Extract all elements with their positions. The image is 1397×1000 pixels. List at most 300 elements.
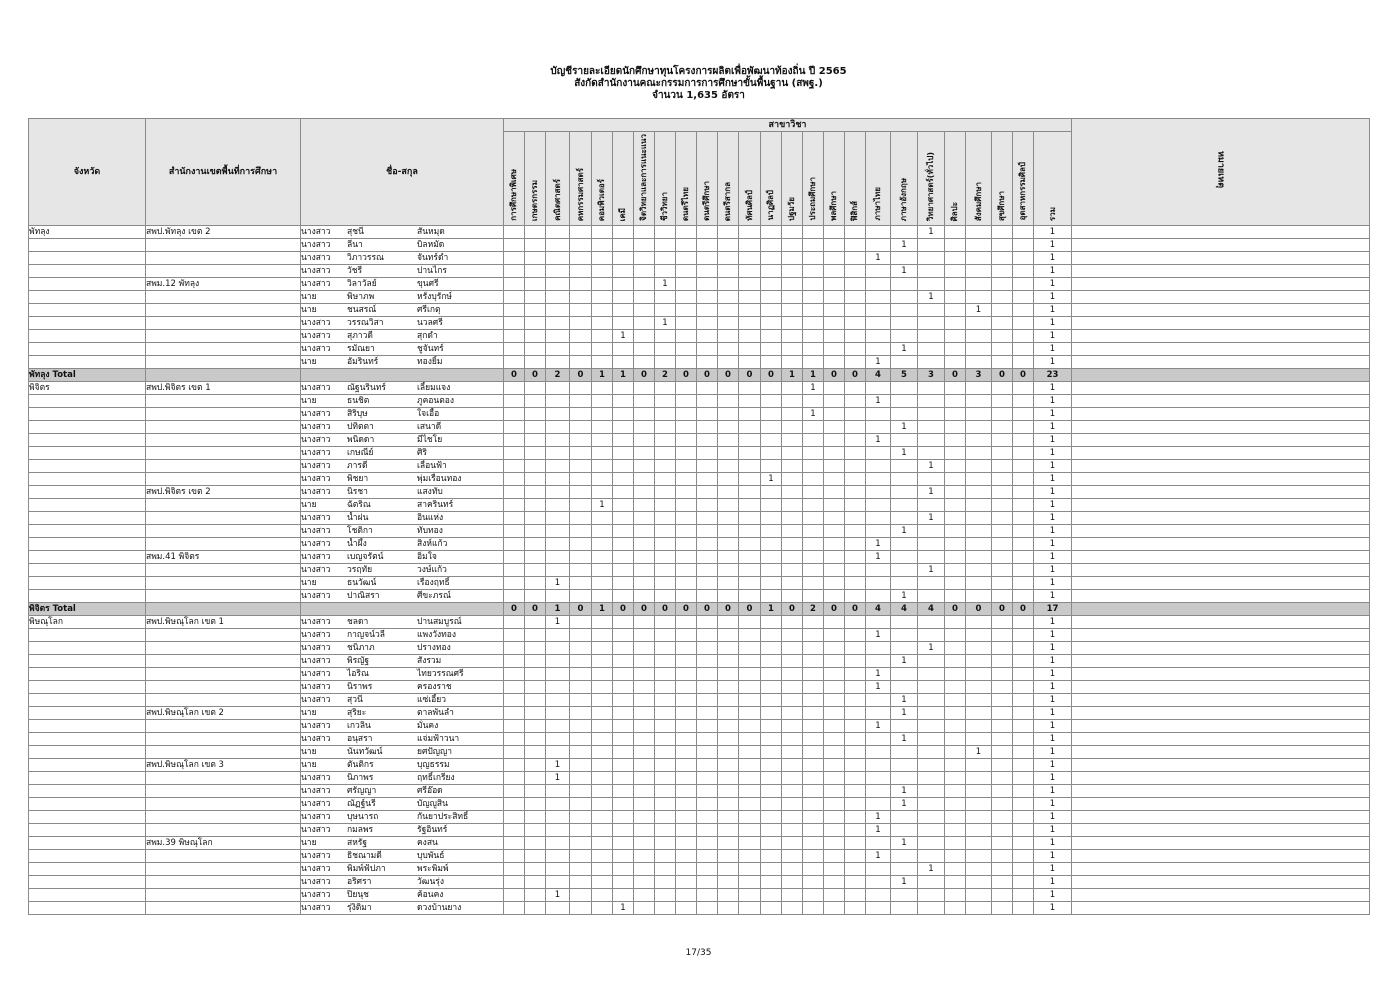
subject-count-cell [845, 706, 866, 719]
subject-count-cell [676, 576, 697, 589]
subject-count-cell: 1 [918, 862, 945, 875]
subject-count-cell [918, 342, 945, 355]
table-row [29, 329, 1370, 342]
subject-count-cell [782, 706, 803, 719]
subject-count-cell [739, 355, 761, 368]
subject-count-cell [761, 303, 782, 316]
subject-count-cell [1013, 797, 1034, 810]
row-total-cell: 1 [1034, 498, 1072, 511]
subject-count-cell [525, 862, 546, 875]
subject-count-cell [676, 251, 697, 264]
subject-count-cell [803, 316, 824, 329]
name-cell [301, 550, 504, 563]
subject-count-cell [918, 615, 945, 628]
remarks-cell [1072, 498, 1370, 511]
subject-count-cell [592, 251, 613, 264]
table-row [29, 732, 1370, 745]
row-total-cell: 1 [1034, 550, 1072, 563]
full-name [301, 499, 503, 511]
subject-count-cell [676, 758, 697, 771]
subject-count-cell [992, 615, 1013, 628]
remarks-cell [1072, 550, 1370, 563]
subject-count-cell [761, 784, 782, 797]
first-name: อริศรา [347, 876, 372, 887]
subject-count-cell [782, 394, 803, 407]
header-subject-label: ดนตรีศึกษา [702, 181, 711, 221]
subject-count-cell [718, 550, 739, 563]
subject-count-cell: 1 [918, 641, 945, 654]
subject-count-cell [945, 524, 966, 537]
subject-count-cell [824, 706, 845, 719]
subject-count-cell [676, 524, 697, 537]
subject-count-cell [570, 667, 592, 680]
office-cell [146, 628, 301, 641]
subject-count-cell [592, 420, 613, 433]
subject-count-cell [634, 888, 655, 901]
subtotal-label: พัทลุง Total [29, 368, 146, 381]
subject-count-cell [761, 823, 782, 836]
subject-count-cell [697, 563, 718, 576]
subject-count-cell [782, 745, 803, 758]
subject-count-cell [945, 537, 966, 550]
subject-count-cell [782, 277, 803, 290]
name-cell [301, 498, 504, 511]
subject-count-cell: 1 [655, 277, 676, 290]
first-name: ชนสรณ์ [347, 304, 377, 315]
subtotal-count-cell: 0 [945, 368, 966, 381]
table-row [29, 693, 1370, 706]
subject-count-cell [824, 875, 845, 888]
subject-count-cell [546, 849, 570, 862]
remarks-cell [1072, 329, 1370, 342]
subject-count-cell [945, 862, 966, 875]
subject-count-cell [613, 238, 634, 251]
subject-count-cell [945, 459, 966, 472]
subject-count-cell [845, 225, 866, 238]
subject-count-cell [761, 628, 782, 641]
subject-count-cell [845, 589, 866, 602]
province-cell [29, 771, 146, 784]
row-total-cell: 1 [1034, 251, 1072, 264]
subject-count-cell [992, 745, 1013, 758]
subject-count-cell [945, 485, 966, 498]
subject-count-cell [634, 810, 655, 823]
province-cell [29, 901, 146, 914]
subject-count-cell [613, 745, 634, 758]
subject-count-cell [525, 693, 546, 706]
subject-count-cell [504, 849, 525, 862]
subject-count-cell [525, 680, 546, 693]
subject-count-cell [782, 381, 803, 394]
subject-count-cell [992, 732, 1013, 745]
subject-count-cell [945, 641, 966, 654]
header-subject [697, 132, 718, 226]
subject-count-cell [676, 745, 697, 758]
header-subject [891, 132, 918, 226]
subject-count-cell [504, 641, 525, 654]
subject-count-cell [676, 654, 697, 667]
last-name: ไทยวรรณศรี [417, 668, 464, 679]
office-cell [146, 433, 301, 446]
subject-count-cell [739, 433, 761, 446]
subject-count-cell [655, 251, 676, 264]
subject-count-cell [824, 628, 845, 641]
subject-count-cell [718, 745, 739, 758]
name-prefix: นางสาว [301, 642, 331, 653]
full-name [301, 330, 503, 342]
subject-count-cell [525, 888, 546, 901]
subject-count-cell [634, 875, 655, 888]
province-cell [29, 706, 146, 719]
subject-count-cell [504, 732, 525, 745]
subtotal-label: พิจิตร Total [29, 602, 146, 615]
subject-count-cell [966, 316, 992, 329]
province-cell [29, 290, 146, 303]
subject-count-cell [525, 745, 546, 758]
subject-count-cell [504, 446, 525, 459]
subject-count-cell: 1 [891, 446, 918, 459]
name-cell [301, 290, 504, 303]
last-name: ดวงบ้านยาง [417, 902, 462, 913]
subject-count-cell [504, 576, 525, 589]
subject-count-cell: 1 [891, 342, 918, 355]
subject-count-cell [761, 485, 782, 498]
subject-count-cell [845, 667, 866, 680]
province-cell [29, 719, 146, 732]
subject-count-cell [525, 433, 546, 446]
subject-count-cell [824, 797, 845, 810]
subject-count-cell: 1 [918, 290, 945, 303]
subject-count-cell [546, 680, 570, 693]
subject-count-cell [546, 472, 570, 485]
subject-count-cell [592, 277, 613, 290]
subject-count-cell [546, 524, 570, 537]
subject-count-cell [697, 615, 718, 628]
office-cell: สพม.41 พิจิตร [146, 550, 301, 563]
subject-count-cell [592, 771, 613, 784]
subject-count-cell [866, 836, 891, 849]
subject-count-cell [992, 225, 1013, 238]
office-cell [146, 862, 301, 875]
last-name: สุกดำ [417, 330, 438, 341]
subject-count-cell [824, 498, 845, 511]
office-cell [146, 810, 301, 823]
header-subject [866, 132, 891, 226]
name-prefix: นาย [301, 291, 317, 302]
subject-count-cell [739, 888, 761, 901]
subject-count-cell [655, 290, 676, 303]
subject-count-cell [592, 849, 613, 862]
row-total-cell: 1 [1034, 680, 1072, 693]
subject-count-cell [592, 407, 613, 420]
last-name: แพงวังทอง [417, 629, 457, 640]
remarks-cell [1072, 875, 1370, 888]
subject-count-cell [504, 524, 525, 537]
subject-count-cell [761, 446, 782, 459]
subject-count-cell [803, 875, 824, 888]
name-cell [301, 615, 504, 628]
subject-count-cell [918, 316, 945, 329]
subject-count-cell [655, 745, 676, 758]
header-subject [782, 132, 803, 226]
subject-count-cell [992, 693, 1013, 706]
name-cell [301, 264, 504, 277]
subject-count-cell [525, 563, 546, 576]
subject-count-cell [592, 732, 613, 745]
subject-count-cell [966, 797, 992, 810]
subject-count-cell [782, 264, 803, 277]
header-subject-label: เคมี [618, 207, 627, 221]
subject-count-cell [945, 381, 966, 394]
subject-count-cell [966, 472, 992, 485]
subject-count-cell [845, 511, 866, 524]
last-name: สังรวม [417, 655, 442, 666]
subject-count-cell [992, 238, 1013, 251]
subject-count-cell [676, 394, 697, 407]
full-name [301, 278, 503, 290]
subject-count-cell [570, 719, 592, 732]
row-total-cell: 1 [1034, 641, 1072, 654]
subject-count-cell [592, 537, 613, 550]
subject-count-cell [718, 238, 739, 251]
office-cell [146, 355, 301, 368]
subject-count-cell [613, 277, 634, 290]
subject-count-cell [525, 654, 546, 667]
subject-count-cell [718, 498, 739, 511]
subject-count-cell [592, 693, 613, 706]
subject-count-cell [739, 719, 761, 732]
last-name: แสงทับ [417, 486, 443, 497]
subject-count-cell [782, 693, 803, 706]
name-cell [301, 407, 504, 420]
subject-count-cell [866, 225, 891, 238]
subject-count-cell [570, 901, 592, 914]
table-row [29, 524, 1370, 537]
subject-count-cell: 1 [546, 888, 570, 901]
name-cell [301, 888, 504, 901]
subject-count-cell [1013, 407, 1034, 420]
name-prefix: นางสาว [301, 590, 331, 601]
last-name: รัฐอินทร์ [417, 824, 448, 835]
table-row [29, 563, 1370, 576]
subject-count-cell [570, 589, 592, 602]
subject-count-cell [592, 264, 613, 277]
subject-count-cell [803, 823, 824, 836]
subtotal-count-cell: 0 [945, 602, 966, 615]
subject-count-cell [676, 355, 697, 368]
subject-count-cell [918, 706, 945, 719]
name-cell [301, 680, 504, 693]
remarks-cell [1072, 524, 1370, 537]
last-name: ครองราช [417, 681, 452, 692]
subject-count-cell [966, 901, 992, 914]
subject-count-cell [918, 836, 945, 849]
subject-count-cell [613, 264, 634, 277]
table-row [29, 446, 1370, 459]
last-name: คงสน [417, 837, 438, 848]
header-subject [739, 132, 761, 226]
subject-count-cell [525, 472, 546, 485]
subject-count-cell [782, 615, 803, 628]
subject-count-cell [803, 420, 824, 433]
first-name: สุริยะ [347, 707, 367, 718]
subtotal-row [29, 602, 1370, 615]
subject-count-cell [824, 446, 845, 459]
subject-count-cell [782, 628, 803, 641]
province-cell [29, 628, 146, 641]
subject-count-cell [697, 576, 718, 589]
subject-count-cell [824, 888, 845, 901]
subject-count-cell [891, 901, 918, 914]
name-cell [301, 459, 504, 472]
name-cell [301, 849, 504, 862]
first-name: พิชยา [347, 473, 369, 484]
subject-count-cell [945, 706, 966, 719]
subject-count-cell [504, 862, 525, 875]
subject-count-cell [504, 901, 525, 914]
first-name: ตันติกร [347, 759, 374, 770]
subject-count-cell [918, 381, 945, 394]
last-name: มั่นคง [417, 720, 439, 731]
subject-count-cell: 1 [866, 355, 891, 368]
subject-count-cell [613, 251, 634, 264]
subject-count-cell [782, 589, 803, 602]
subject-count-cell [655, 862, 676, 875]
subject-count-cell [525, 836, 546, 849]
subject-count-cell [697, 745, 718, 758]
name-prefix: นางสาว [301, 473, 331, 484]
subject-count-cell [891, 394, 918, 407]
name-prefix: นางสาว [301, 811, 331, 822]
subtotal-count-cell: 1 [592, 602, 613, 615]
subject-count-cell [803, 524, 824, 537]
first-name: วัชรี [347, 265, 363, 276]
subject-count-cell [634, 654, 655, 667]
subject-count-cell [592, 576, 613, 589]
subject-count-cell [966, 693, 992, 706]
first-name: นิรชา [347, 486, 368, 497]
subject-count-cell [966, 524, 992, 537]
subject-count-cell [803, 498, 824, 511]
subject-count-cell [613, 355, 634, 368]
last-name: บัญญูสิน [417, 798, 448, 809]
header-subject [845, 132, 866, 226]
subject-count-cell [918, 355, 945, 368]
subject-count-cell [945, 303, 966, 316]
full-name [301, 460, 503, 472]
subject-count-cell [655, 758, 676, 771]
subject-count-cell [697, 303, 718, 316]
subject-count-cell [966, 706, 992, 719]
province-cell [29, 303, 146, 316]
subject-count-cell: 1 [655, 316, 676, 329]
province-cell [29, 446, 146, 459]
subject-count-cell [739, 849, 761, 862]
office-cell [146, 511, 301, 524]
subject-count-cell: 1 [803, 407, 824, 420]
subject-count-cell [613, 836, 634, 849]
subject-count-cell [613, 316, 634, 329]
last-name: แจ่มฟ้าวนา [417, 733, 460, 744]
subject-count-cell [613, 810, 634, 823]
subject-count-cell [504, 836, 525, 849]
header-total-label: รวม [1047, 206, 1057, 221]
subject-count-cell [676, 836, 697, 849]
name-prefix: นางสาว [301, 863, 331, 874]
office-cell: สพป.พิษณุโลก เขต 3 [146, 758, 301, 771]
subject-count-cell [918, 329, 945, 342]
name-prefix: นางสาว [301, 525, 331, 536]
name-prefix: นางสาว [301, 798, 331, 809]
office-cell [146, 446, 301, 459]
subject-count-cell [546, 589, 570, 602]
full-name [301, 577, 503, 589]
subject-count-cell [676, 316, 697, 329]
office-cell [146, 901, 301, 914]
subject-count-cell [945, 550, 966, 563]
subject-count-cell [966, 810, 992, 823]
subject-count-cell [718, 329, 739, 342]
province-cell [29, 641, 146, 654]
office-cell [146, 498, 301, 511]
province-cell [29, 576, 146, 589]
subject-count-cell [613, 511, 634, 524]
subject-count-cell [739, 784, 761, 797]
subject-count-cell [824, 823, 845, 836]
subject-count-cell [945, 888, 966, 901]
subject-count-cell [504, 355, 525, 368]
remarks-cell [1072, 693, 1370, 706]
table-row [29, 628, 1370, 641]
subject-count-cell [1013, 511, 1034, 524]
subject-count-cell [504, 498, 525, 511]
subject-count-cell [634, 303, 655, 316]
subject-count-cell [504, 797, 525, 810]
province-cell [29, 849, 146, 862]
subject-count-cell [504, 459, 525, 472]
name-prefix: นางสาว [301, 330, 331, 341]
subject-count-cell [966, 641, 992, 654]
subject-count-cell [570, 862, 592, 875]
subject-count-cell [570, 849, 592, 862]
subject-count-cell [739, 251, 761, 264]
subject-count-cell [676, 875, 697, 888]
full-name [301, 226, 503, 238]
province-cell [29, 693, 146, 706]
subject-count-cell [992, 758, 1013, 771]
full-name [301, 447, 503, 459]
office-cell [146, 524, 301, 537]
subject-count-cell [1013, 771, 1034, 784]
subject-count-cell [525, 823, 546, 836]
subject-count-cell [824, 771, 845, 784]
name-cell [301, 342, 504, 355]
first-name: อัมรินทร์ [347, 356, 379, 367]
subject-count-cell [891, 381, 918, 394]
last-name: ศรีอ๊อด [417, 785, 443, 796]
subtotal-count-cell: 0 [570, 368, 592, 381]
subject-count-cell [546, 745, 570, 758]
subject-count-cell [824, 485, 845, 498]
subject-count-cell [803, 264, 824, 277]
subject-count-cell [697, 719, 718, 732]
title-line-1: บัญชีรายละเอียดนักศึกษาทุนโครงการผลิตเพื่อพัฒนาท้องถิ่น ปี 2565 [550, 66, 847, 77]
subject-count-cell [546, 810, 570, 823]
subject-count-cell [655, 823, 676, 836]
subject-count-cell [592, 589, 613, 602]
row-total-cell: 1 [1034, 238, 1072, 251]
subject-count-cell [782, 407, 803, 420]
